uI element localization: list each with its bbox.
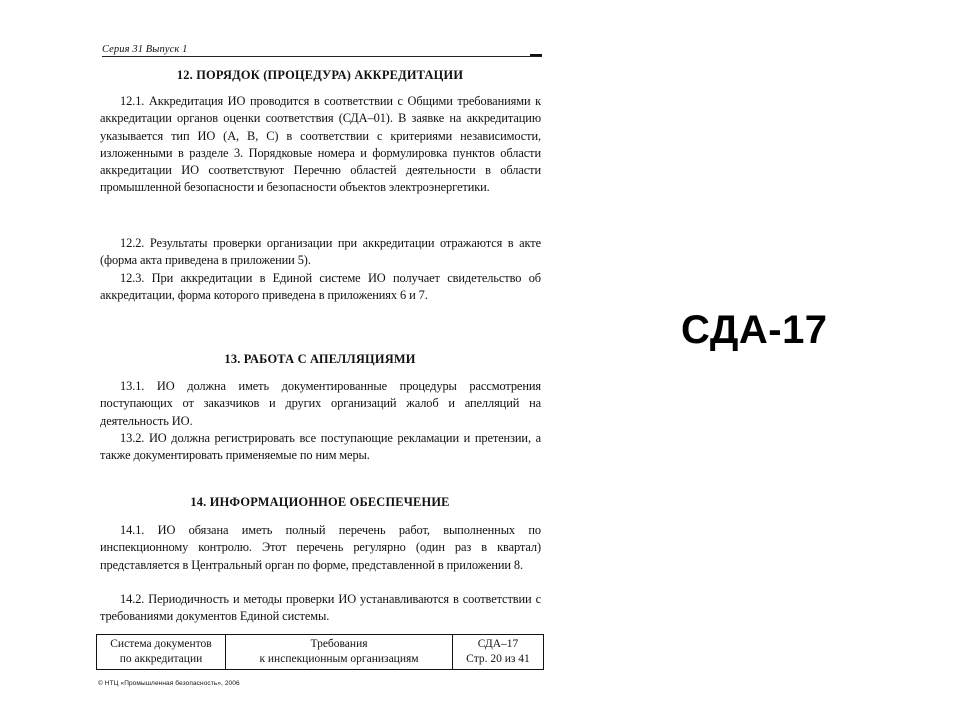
document-code-label: СДА-17 xyxy=(681,308,828,352)
section-13-title: 13. РАБОТА С АПЕЛЛЯЦИЯМИ xyxy=(224,352,416,366)
series-header xyxy=(102,44,542,57)
document-page xyxy=(90,38,548,698)
footer-table xyxy=(96,634,544,670)
section-12-paragraph-2: 12.2. Результаты проверки организации при аккредитации отражаются в акте (форма акта приведена в приложении 5). xyxy=(100,236,541,268)
footer-system-cell xyxy=(97,635,226,669)
footer-system-line-1: Система документов xyxy=(110,638,212,650)
header-rule-mark xyxy=(530,54,542,56)
section-12-paragraph-3: 12.3. При аккредитации в Единой системе ИО получает свидетельство об аккредитации, форма которого приведена в приложениях 6 и 7. xyxy=(100,271,541,303)
footer-code-cell xyxy=(453,635,543,669)
section-14-title: 14. ИНФОРМАЦИОННОЕ ОБЕСПЕЧЕНИЕ xyxy=(190,495,450,509)
section-14-paragraph-2: 14.2. Периодичность и методы проверки ИО устанавливаются в соответствии с требованиями документов Единой системы. xyxy=(100,592,541,624)
footer-title-cell xyxy=(226,635,453,669)
section-12-title: 12. ПОРЯДОК (ПРОЦЕДУРА) АККРЕДИТАЦИИ xyxy=(176,68,464,82)
section-13-paragraph-2: 13.2. ИО должна регистрировать все поступающие рекламации и претензии, а также документировать применяемые по ним меры. xyxy=(100,431,541,463)
footer-title-line-2: к инспекционным организациям xyxy=(259,653,419,665)
footer-system-line-2: по аккредитации xyxy=(119,653,203,665)
section-12-paragraph-1: 12.1. Аккредитация ИО проводится в соответствии с Общими требованиями к аккредитации органов оценки соответствия (СДА–01). В заявке на аккредитацию указывается тип ИО (А, В, С) в соответствии с критериями независимости, изложенными в разделе 3. Порядковые номера и формулировка пунктов области аккредитации ИО соответствуют Перечню областей деятельности в области промышленной безопасности и безопасности объектов электроэнергетики. xyxy=(100,94,541,195)
footer-title-line-1: Требования xyxy=(310,638,368,650)
copyright-note: © НТЦ «Промышленная безопасность», 2006 xyxy=(98,680,240,687)
footer-code: СДА–17 xyxy=(477,638,519,650)
section-14-paragraph-1: 14.1. ИО обязана иметь полный перечень работ, выполненных по инспекционному контролю. Этот перечень регулярно (один раз в квартал) представляется в Центральный орган по форме, представленной в приложении 8. xyxy=(100,523,541,572)
series-label: Серия 31 Выпуск 1 xyxy=(102,44,188,55)
section-13-paragraph-1: 13.1. ИО должна иметь документированные процедуры рассмотрения поступающих от заказчиков и других организаций жалоб и апелляций на деятельность ИО. xyxy=(100,379,541,428)
footer-page-number: Стр. 20 из 41 xyxy=(466,653,530,665)
